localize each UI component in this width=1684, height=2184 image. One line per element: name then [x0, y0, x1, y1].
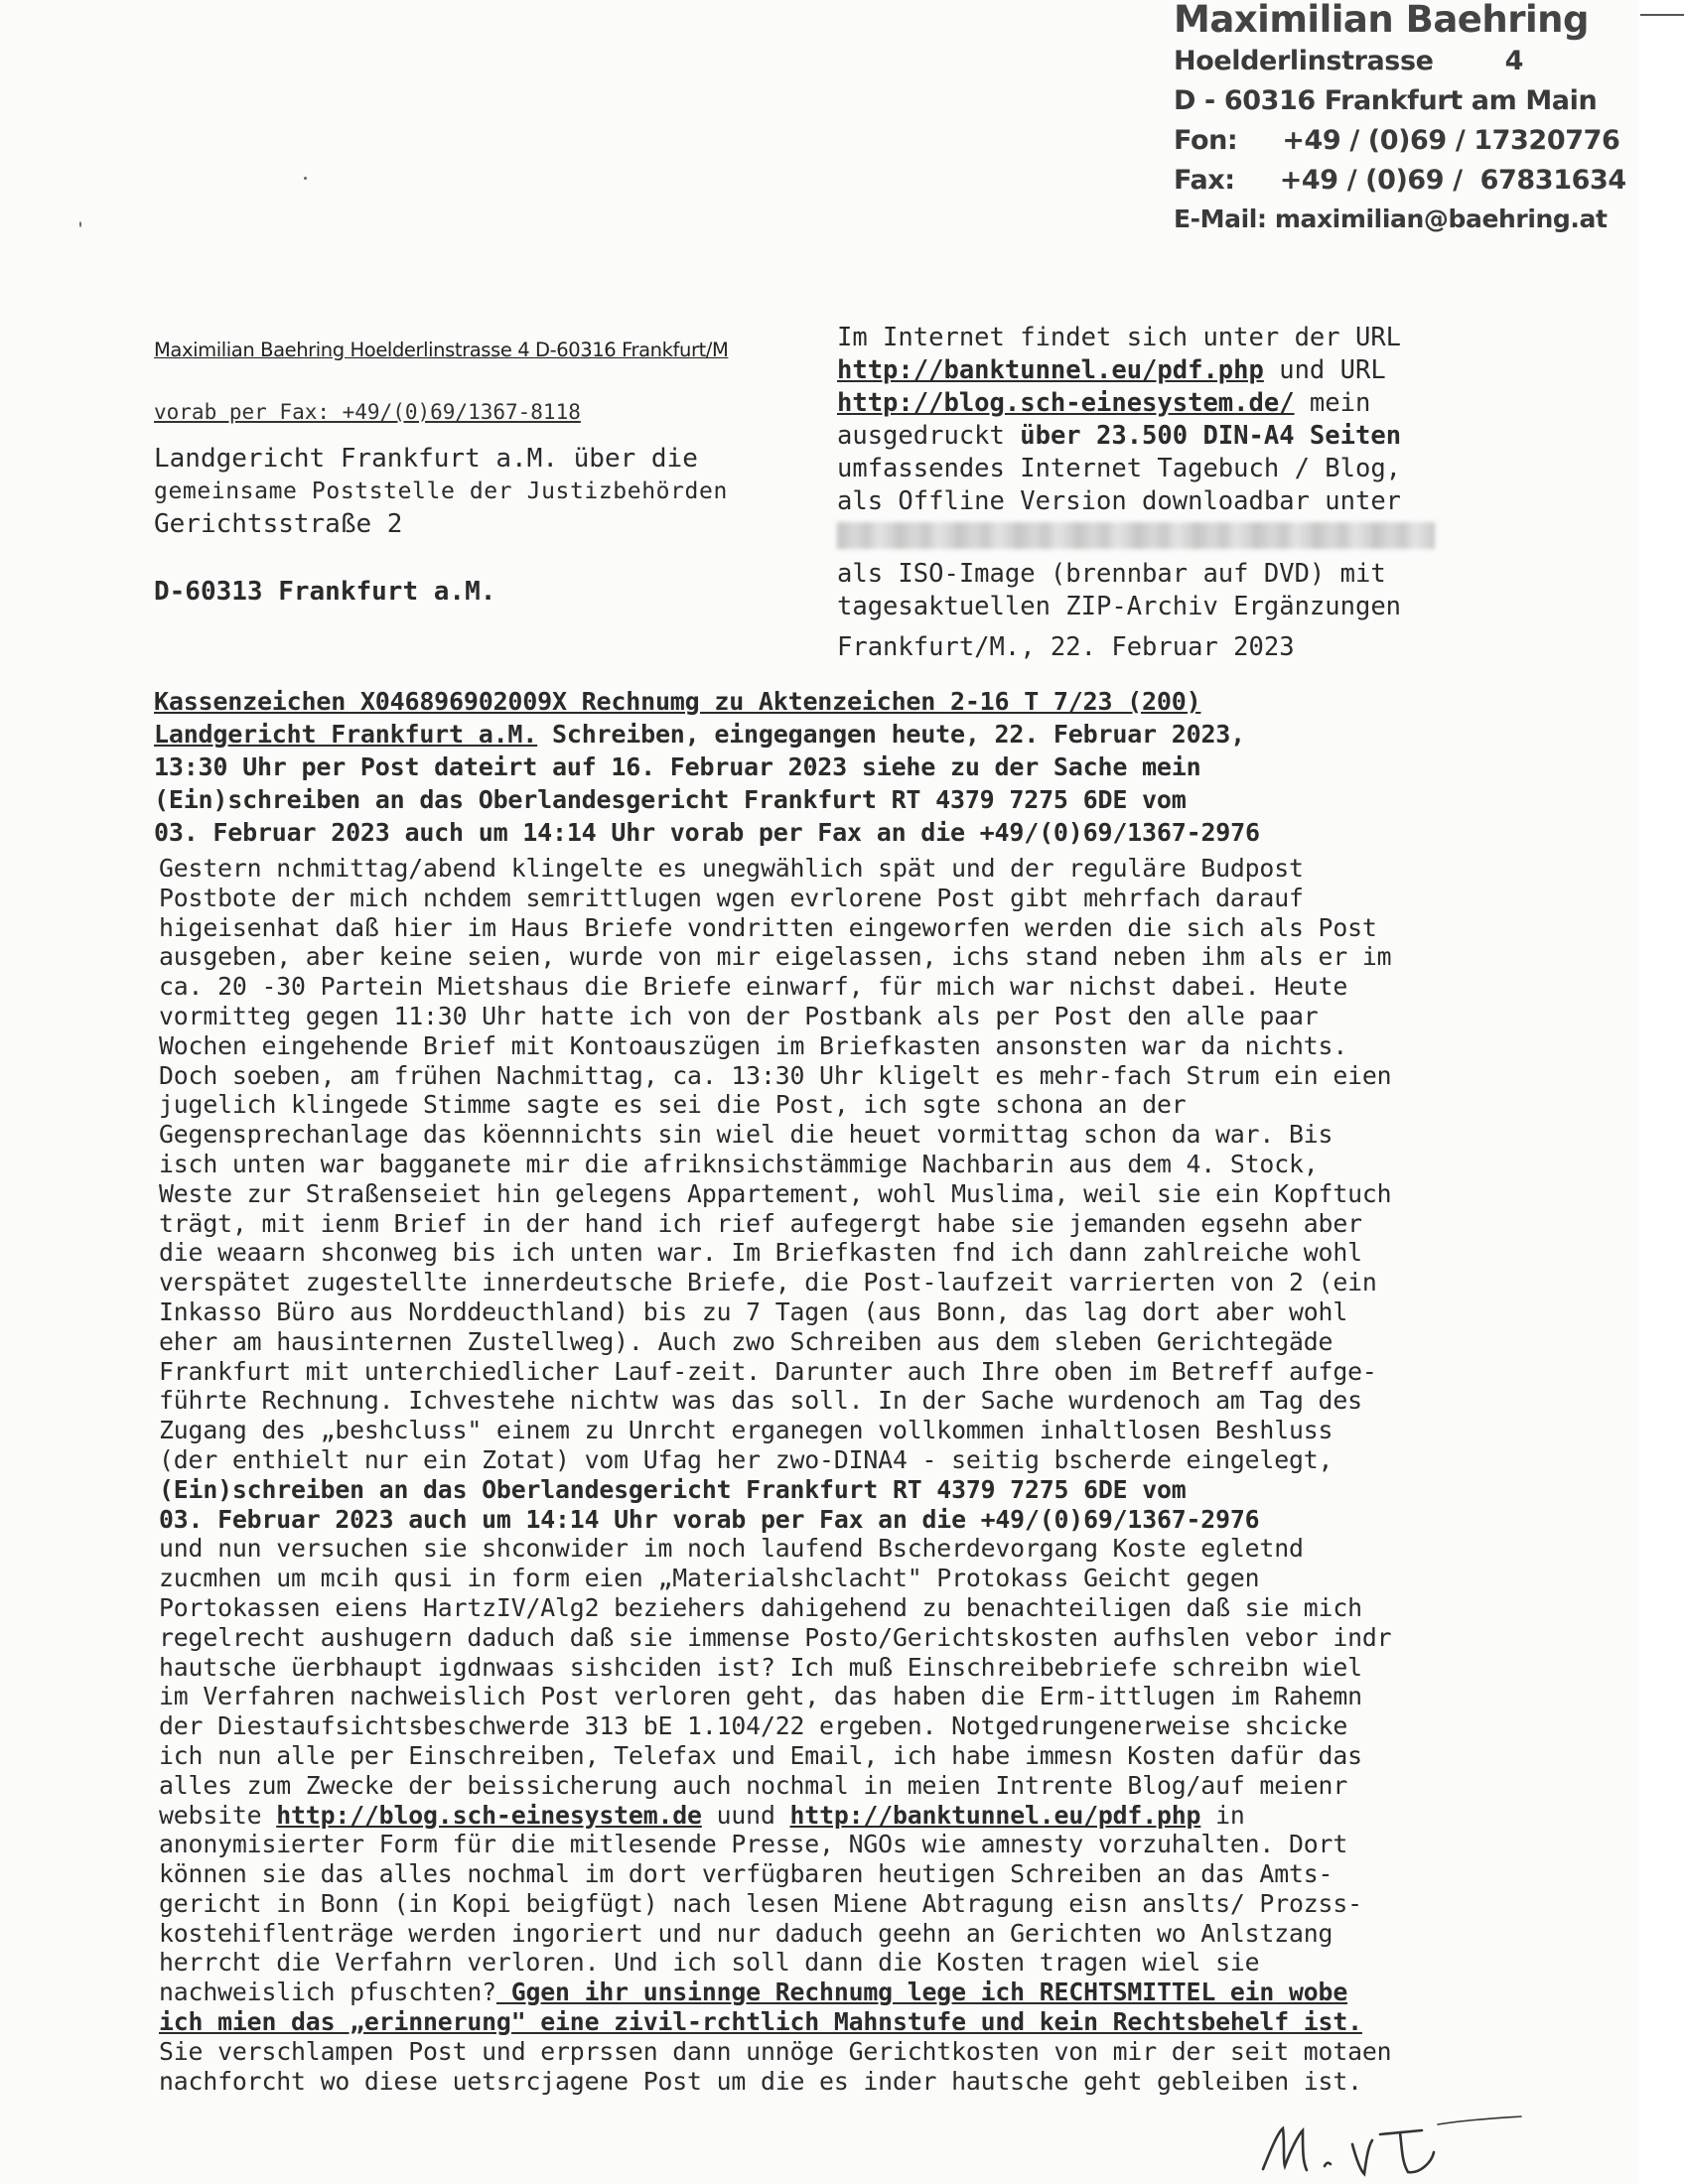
recipient-line-1: Landgericht Frankfurt a.M. über die	[154, 444, 698, 474]
info-line	[837, 420, 1492, 453]
info-line	[837, 354, 1492, 387]
body-line: jugelich klingede Stimme sagte es sei die Post, ich sgte schona an der	[159, 1090, 1187, 1120]
info-text: und URL	[1263, 355, 1386, 385]
body-line: nachforcht wo diese uetsrcjagene Post um die es inder hautsche geht gebleiben ist.	[159, 2066, 1362, 2096]
info-line: als ISO-Image (brennbar auf DVD) mit	[837, 559, 1386, 589]
body-line: trägt, mit ienm Brief in der hand ich rief aufegergt habe sie jemanden egsehn aber	[159, 1208, 1362, 1238]
body-text: uund	[701, 1800, 790, 1830]
body-line: ich nun alle per Einschreiben, Telefax und Email, ich habe immesn Kosten dafür das	[159, 1740, 1362, 1770]
body-line: verspätet zugestellte innerdeutsche Briefe, die Post-laufzeit varrierten von 2 (ein	[159, 1268, 1377, 1297]
info-line: tagesaktuellen ZIP-Archiv Ergänzungen	[837, 592, 1402, 621]
recipient-line-2: gemeinsame Poststelle der Justizbehörden	[154, 478, 728, 504]
body-line: alles zum Zwecke der beissicherung auch nochmal in meien Intrente Blog/auf meienr	[159, 1770, 1348, 1800]
info-line: Im Internet findet sich unter der URL	[837, 323, 1402, 352]
body-line	[159, 1978, 1499, 2007]
subject-text: Schreiben, eingegangen heute, 22. Februar 2023,	[537, 720, 1246, 749]
info-text: mein	[1294, 388, 1371, 418]
body-text-emphasis: Ggen ihr unsinnge Rechnumg lege ich RECHTSMITTEL ein wobe	[495, 1978, 1348, 2007]
letterhead-fax: Fax: +49 / (0)69 / 67831634	[1174, 165, 1626, 196]
body-line: Gegensprechanlage das köennnichts sin wiel die heuet vormittag schon da war. Bis	[159, 1120, 1333, 1150]
body-line: hautsche üerbhaupt igdnwaas sishciden ist? Ich muß Einschreibebriefe schreibn wiel	[159, 1652, 1362, 1682]
body-line-emphasis: ich mien das „erinnerung" eine zivil-rchtlich Mahnstufe und kein Rechtsbehelf ist.	[159, 2007, 1362, 2037]
body-text: nachweislich pfuschten?	[159, 1978, 496, 2007]
body-line: Frankfurt mit unterchiedlicher Lauf-zeit. Darunter auch Ihre oben im Betreff aufge-	[159, 1356, 1377, 1386]
body-line: isch unten war bagganete mir die afriknsichstämmige Nachbarin aus dem 4. Stock,	[159, 1149, 1319, 1178]
body-line: und nun versuchen sie shconwider im noch laufend Bscherdevorgang Koste egletnd	[159, 1534, 1304, 1564]
body-line: kostehiflenträge werden ingoriert und nur daduch geehn an Gerichten wo Anlstzang	[159, 1918, 1333, 1948]
body-line: vormitteg gegen 11:30 Uhr hatte ich von der Postbank als per Post den alle paar	[159, 1001, 1319, 1030]
subject-court: Landgericht Frankfurt a.M.	[154, 720, 538, 749]
body-line: können sie das alles nochmal im dort verfügbaren heutigen Schreiben an das Amts-	[159, 1859, 1333, 1889]
body-line: Gestern nchmittag/abend klingelte es unegwählich spät und der reguläre Budpost	[159, 854, 1304, 883]
recipient-city: D-60313 Frankfurt a.M.	[154, 577, 496, 607]
body-line: gericht in Bonn (in Kopi beigfügt) nach lesen Miene Abtragung eisn anslts/ Prozss-	[159, 1888, 1362, 1918]
info-line: als Offline Version downloadbar unter	[837, 486, 1402, 516]
body-line	[159, 1801, 1499, 1831]
scan-edge	[1638, 0, 1684, 2184]
body-line: Portokassen eiens HartzIV/Alg2 beziehers dahigehend zu benachteiligen daß sie mich	[159, 1592, 1362, 1622]
handwritten-signature	[1253, 2105, 1551, 2184]
body-line: regelrecht aushugern daduch daß sie immense Posto/Gerichtskosten aufhslen vebor indr	[159, 1622, 1392, 1652]
scan-speck	[304, 177, 307, 180]
blog-link-body[interactable]: http://blog.sch-einesystem.de	[276, 1800, 702, 1830]
subject-line: 03. Februar 2023 auch um 14:14 Uhr vorab per Fax an die +49/(0)69/1367-2976	[154, 818, 1260, 847]
letterhead-city: D - 60316 Frankfurt am Main	[1174, 85, 1598, 116]
date-line: Frankfurt/M., 22. Februar 2023	[837, 632, 1295, 662]
subject-line	[154, 718, 1260, 751]
recipient-address	[154, 443, 728, 541]
letterhead	[1174, 0, 1630, 238]
body-line: Zugang des „beshcluss" einem zu Unrcht erganegen vollkommen inhaltlosen Beshluss	[159, 1416, 1333, 1445]
body-line: der Diestaufsichtsbeschwerde 313 bE 1.104/22 ergeben. Notgedrungenerweise shcicke	[159, 1711, 1348, 1741]
body-line: ca. 20 -30 Partein Mietshaus die Briefe einwarf, für mich war nichst dabei. Heute	[159, 972, 1348, 1002]
body-line: eher am hausinternen Zustellweg). Auch zwo Schreiben aus dem sleben Gerichtegäde	[159, 1326, 1333, 1356]
body-line: im Verfahren nachweislich Post verloren geht, das haben die Erm-ittlugen im Rahemn	[159, 1682, 1362, 1711]
letterhead-name: Maximilian Baehring	[1174, 0, 1589, 41]
body-line: anonymisierter Form für die mitlesende Presse, NGOs wie amnesty vorzuhalten. Dort	[159, 1830, 1348, 1859]
body-line: Inkasso Büro aus Norddeucthland) bis zu 7 Tagen (aus Bonn, das lag dort aber wohl	[159, 1297, 1348, 1326]
fax-line: vorab per Fax: +49/(0)69/1367-8118	[154, 400, 581, 424]
body-line: die weaarn shconweg bis ich unten war. Im Briefkasten fnd ich dann zahlreiche wohl	[159, 1238, 1362, 1268]
body-line: Sie verschlampen Post und erprssen dann unnöge Gerichtkosten von mir der seit motaen	[159, 2036, 1392, 2066]
body-line: (der enthielt nur ein Zotat) vom Ufag her zwo-DINA4 - seitig bscherde eingelegt,	[159, 1444, 1333, 1474]
body-line: Weste zur Straßenseiet hin gelegens Appartement, wohl Muslima, weil sie ein Kopftuch	[159, 1178, 1392, 1208]
body-line: führte Rechnung. Ichvestehe nichtw was das soll. In der Sache wurdenoch am Tag des	[159, 1386, 1362, 1416]
body-line: Doch soeben, am frühen Nachmittag, ca. 13:30 Uhr kligelt es mehr-fach Strum ein eien	[159, 1060, 1392, 1090]
info-text-bold: über 23.500 DIN-A4 Seiten	[1020, 421, 1402, 451]
body-text: in	[1200, 1800, 1245, 1830]
letterhead-email: E-Mail: maximilian@baehring.at	[1174, 205, 1608, 233]
body-line: zucmhen um mcih qusi in form eien „Materialshclacht" Protokass Geicht gegen	[159, 1564, 1260, 1593]
body-line-bold: 03. Februar 2023 auch um 14:14 Uhr vorab per Fax an die +49/(0)69/1367-2976	[159, 1504, 1260, 1534]
info-text: ausgedruckt	[837, 421, 1021, 451]
recipient-line-3: Gerichtsstraße 2	[154, 509, 403, 539]
info-line	[837, 518, 1492, 558]
info-box	[837, 322, 1492, 623]
subject-line: 13:30 Uhr per Post dateirt auf 16. Februar 2023 siehe zu der Sache mein	[154, 752, 1201, 781]
body-line: higeisenhat daß hier im Haus Briefe vondritten eingeworfen werden die sich als Post	[159, 912, 1377, 942]
body-line: herrcht die Verfahrn verloren. Und ich soll dann die Kosten tragen wiel sie	[159, 1948, 1260, 1978]
blog-link[interactable]: http://blog.sch-einesystem.de/	[837, 388, 1295, 418]
body-text: website	[159, 1800, 277, 1830]
banktunnel-link-body[interactable]: http://banktunnel.eu/pdf.php	[789, 1800, 1201, 1830]
info-line: umfassendes Internet Tagebuch / Blog,	[837, 454, 1402, 483]
subject-line: Kassenzeichen X046896902009X Rechnumg zu Aktenzeichen 2-16 T 7/23 (200)	[154, 687, 1201, 716]
body-line: ausgeben, aber keine seien, wurde von mir eigelassen, ichs stand neben ihm als er im	[159, 942, 1392, 972]
banktunnel-link[interactable]: http://banktunnel.eu/pdf.php	[837, 355, 1264, 385]
subject-line: (Ein)schreiben an das Oberlandesgericht Frankfurt RT 4379 7275 6DE vom	[154, 785, 1187, 814]
body-line: Postbote der mich nchdem semrittlugen wgen evrlorene Post gibt mehrfach darauf	[159, 883, 1304, 912]
scan-speck	[79, 221, 81, 227]
redacted-url	[837, 522, 1435, 549]
body-line-bold: (Ein)schreiben an das Oberlandesgericht Frankfurt RT 4379 7275 6DE vom	[159, 1474, 1187, 1504]
letterhead-street: Hoelderlinstrasse 4	[1174, 46, 1523, 76]
scan-edge-mark	[1640, 14, 1684, 16]
letterhead-phone: Fon: +49 / (0)69 / 17320776	[1174, 125, 1620, 156]
subject-block	[154, 685, 1260, 849]
sender-return-line: Maximilian Baehring Hoelderlinstrasse 4 D-60316 Frankfurt/M	[154, 339, 729, 361]
body-line: Wochen eingehende Brief mit Kontoauszügen im Briefkasten ansonsten war da nichts.	[159, 1030, 1348, 1060]
info-line	[837, 387, 1492, 420]
letter-body	[159, 854, 1499, 2096]
